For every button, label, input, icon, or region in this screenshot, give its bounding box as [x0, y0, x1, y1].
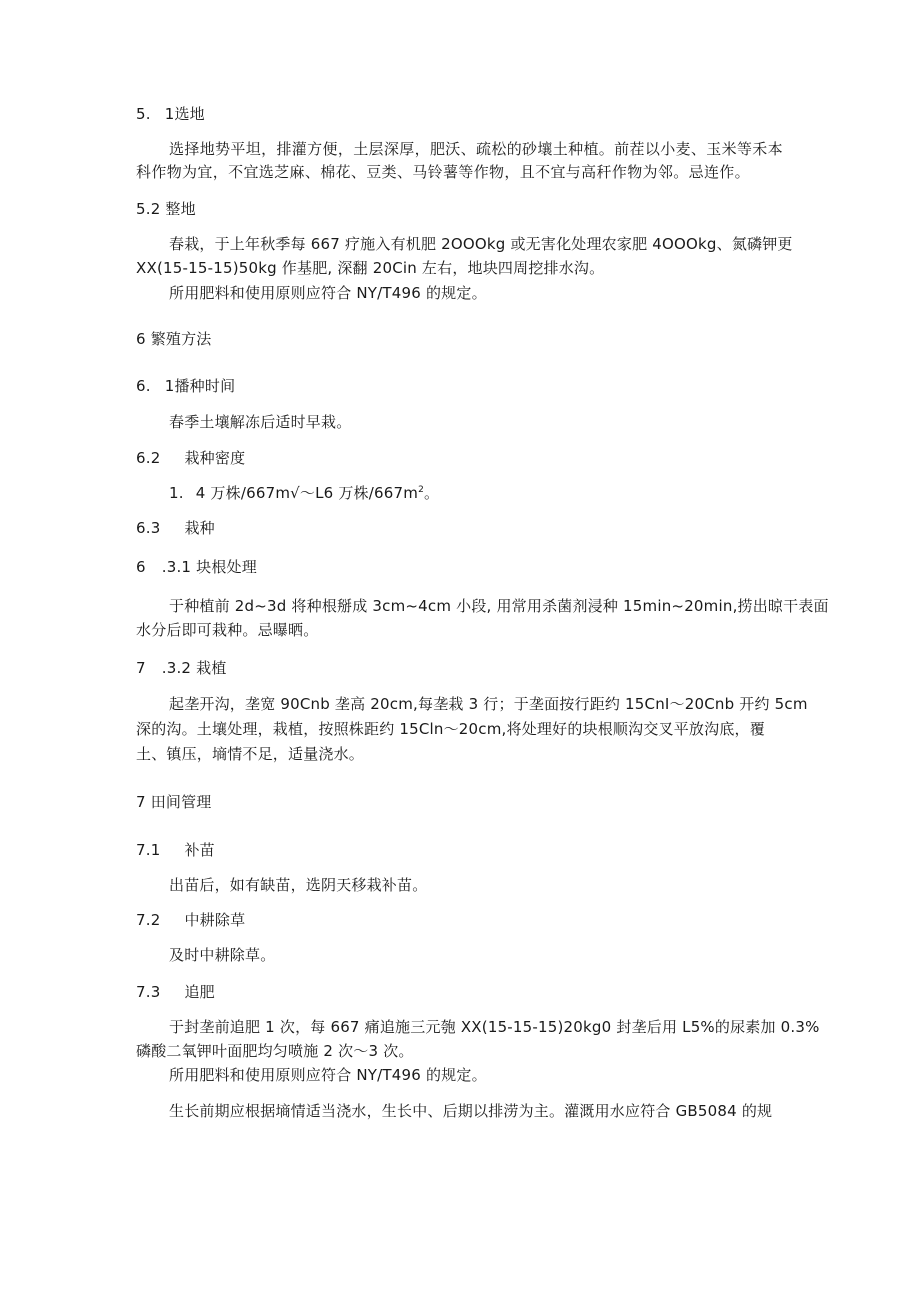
paragraph-line: 磷酸二氧钾叶面肥均匀喷施 2 次～3 次。	[136, 1042, 414, 1060]
density-text: 4 万株/667m√～L6 万株/667m	[195, 484, 419, 502]
section-heading-6-2	[136, 448, 245, 468]
paragraph-line: XX(15-15-15)50kg 作基肥, 深翻 20Cin 左右，地块四周挖排水沟。	[136, 259, 605, 277]
paragraph-line: 土、镇压，墒情不足，适量浇水。	[136, 745, 365, 763]
paragraph-line: 水分后即可栽种。忌曝晒。	[136, 621, 319, 639]
paragraph-line: 于封垄前追肥 1 次，每 667 痛追施三元匏 XX(15-15-15)20kg0 封垄后用 L5%的尿素加 0.3%	[169, 1018, 820, 1036]
paragraph-line: 生长前期应根据墒情适当浇水，生长中、后期以排涝为主。灌溉用水应符合 GB5084 的规	[169, 1102, 773, 1120]
paragraph-line: 选择地势平坦，排灌方便，土层深厚，肥沃、疏松的砂壤土种植。前茬以小麦、玉米等禾本	[169, 140, 784, 158]
section-title: 补苗	[184, 841, 215, 859]
chapter-heading-6: 6 繁殖方法	[136, 330, 212, 348]
chapter-heading-7: 7 田间管理	[136, 793, 212, 811]
section-heading-6-1	[136, 376, 235, 396]
section-number: 5.	[136, 105, 151, 123]
section-title: 中耕除草	[184, 911, 246, 929]
list-number: 1.	[169, 484, 184, 502]
paragraph-line: 所用肥料和使用原则应符合 NY/T496 的规定。	[169, 1066, 487, 1084]
paragraph-line: 科作物为宜，不宜选芝麻、棉花、豆类、马铃薯等作物，且不宜与高秆作物为邻。忌连作。	[136, 163, 751, 181]
paragraph-line: 所用肥料和使用原则应符合 NY/T496 的规定。	[169, 284, 487, 302]
section-number: 7.3	[136, 983, 161, 1001]
paragraph-line: 及时中耕除草。	[169, 946, 276, 964]
section-heading-7-3	[136, 982, 215, 1002]
density-line	[169, 483, 439, 503]
section-number: 6.2	[136, 449, 161, 467]
paragraph-line: 深的沟。土壤处理，栽植，按照株距约 15Cln～20cm,将处理好的块根顺沟交叉平放沟底，覆	[136, 720, 765, 738]
section-heading-7-2	[136, 910, 245, 930]
paragraph-line: 春季土壤解冻后适时早栽。	[169, 413, 352, 431]
section-heading-6-3-1	[136, 557, 257, 577]
sentence-end: 。	[424, 484, 440, 502]
paragraph-line: 于种植前 2d~3d 将种根掰成 3cm~4cm 小段, 用常用杀菌剂浸种 15min~20min,捞出晾干表面	[169, 597, 829, 615]
section-title: .3.2 栽植	[161, 659, 227, 677]
section-number: 7.2	[136, 911, 161, 929]
section-heading-6-3	[136, 518, 215, 538]
section-number: 7	[136, 659, 146, 677]
section-title: 1播种时间	[164, 377, 236, 395]
paragraph-line: 起垄开沟，垄宽 90Cnb 垄高 20cm,每垄栽 3 行；于垄面按行距约 15CnI～20Cnb 开约 5cm	[169, 695, 808, 713]
section-title: 栽种	[184, 519, 215, 537]
section-title: 追肥	[184, 983, 215, 1001]
section-title: 1选地	[164, 105, 205, 123]
section-heading-6-3-2	[136, 658, 227, 678]
section-heading-5-2: 5.2 整地	[136, 200, 196, 218]
superscript: 2	[418, 485, 424, 495]
paragraph-line: 春栽，于上年秋季每 667 疗施入有机肥 2OOOkg 或无害化处理农家肥 4OOOkg、氮磷钾更	[169, 235, 793, 253]
section-title: 栽种密度	[184, 449, 246, 467]
section-number: 6.3	[136, 519, 161, 537]
section-heading-5-1	[136, 104, 205, 124]
section-number: 6	[136, 558, 146, 576]
paragraph-line: 出苗后，如有缺苗，选阴天移栽补苗。	[169, 876, 428, 894]
section-title: .3.1 块根处理	[161, 558, 257, 576]
section-heading-7-1	[136, 840, 215, 860]
section-number: 6.	[136, 377, 151, 395]
section-number: 7.1	[136, 841, 161, 859]
